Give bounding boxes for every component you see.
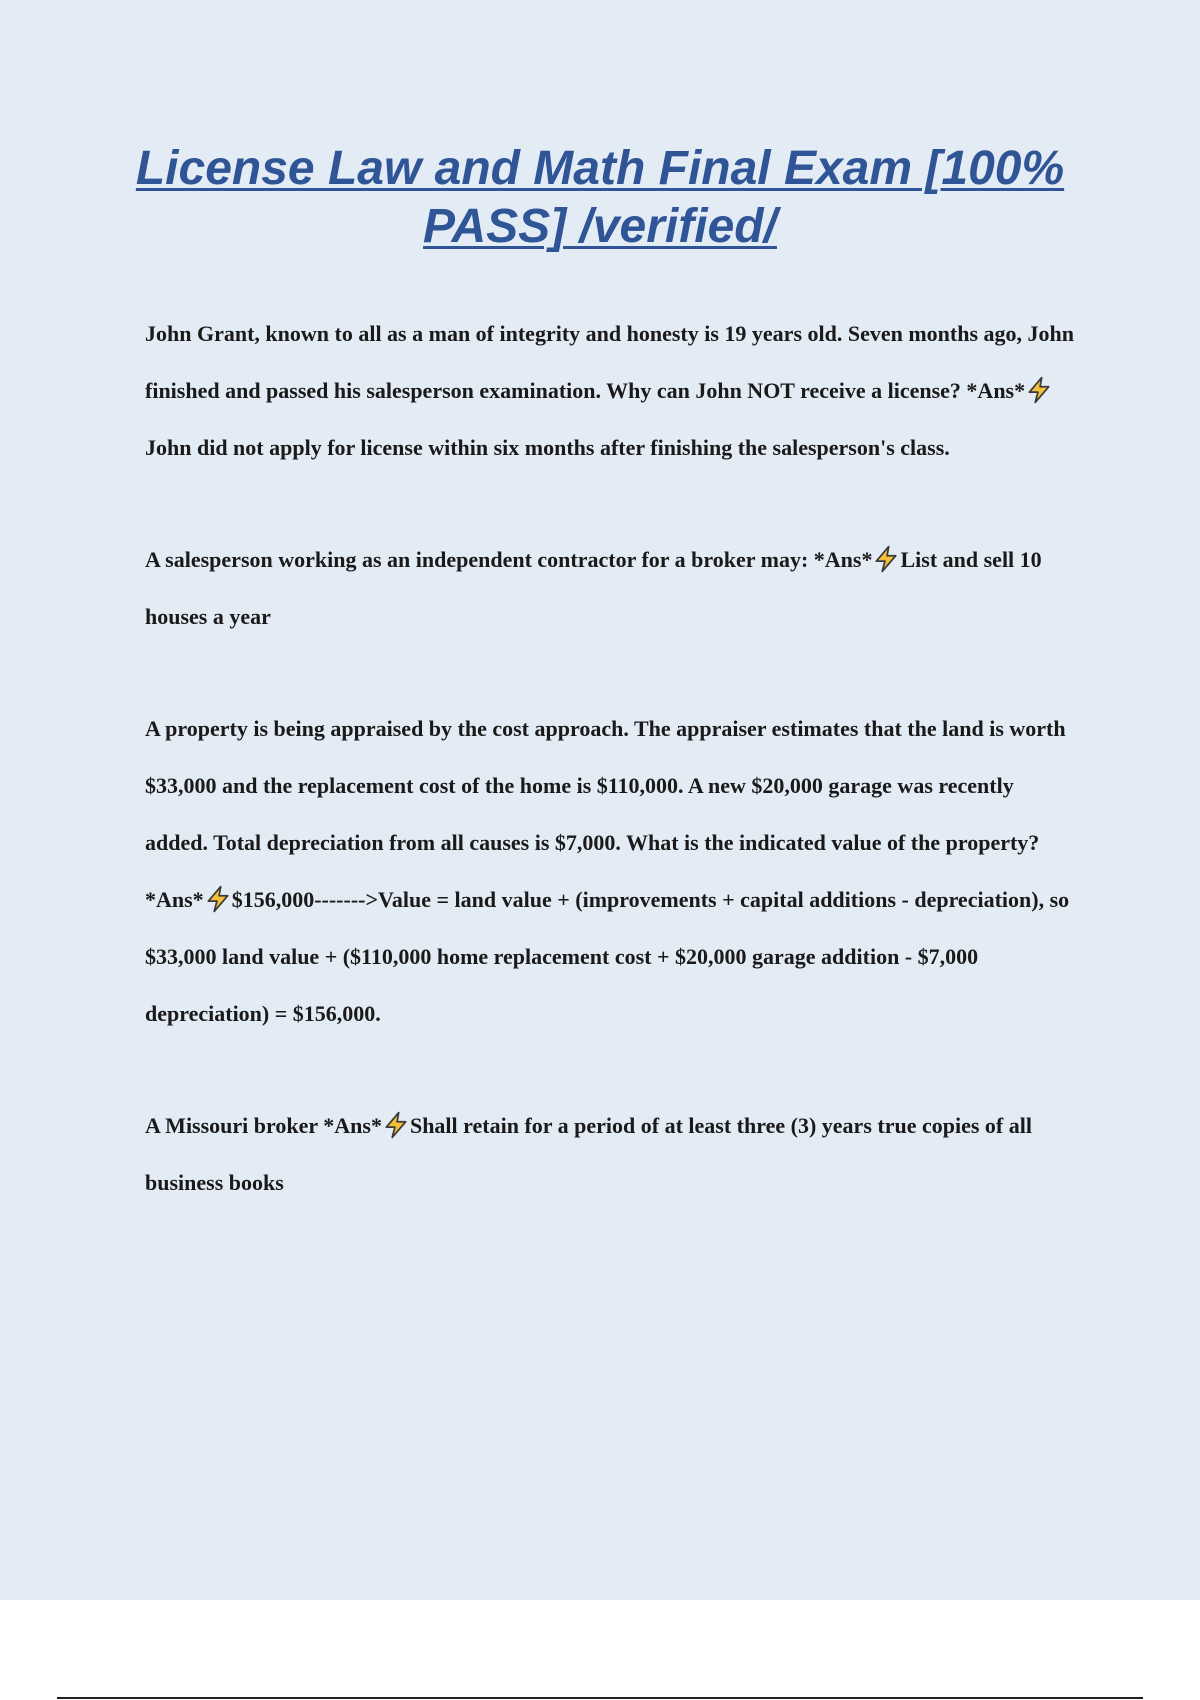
question-text: A Missouri broker *Ans*	[145, 1113, 382, 1138]
lightning-bolt-icon	[205, 885, 231, 913]
qa-item	[145, 531, 1075, 645]
lightning-bolt-icon	[383, 1111, 409, 1139]
lightning-bolt-icon	[873, 545, 899, 573]
question-text: A property is being appraised by the cost approach. The appraiser estimates that the land is worth $33,000 and the replacement cost of the home is $110,000. A new $20,000 garage was recently added. Total depreciation from all causes is $7,000. What is the indicated value of the property? *Ans*	[145, 716, 1066, 912]
question-text: A salesperson working as an independent contractor for a broker may: *Ans*	[145, 547, 873, 572]
qa-item	[145, 1097, 1075, 1211]
question-text: John Grant, known to all as a man of integrity and honesty is 19 years old. Seven months ago, John finished and passed his salesperson examination. Why can John NOT receive a license? *Ans*	[145, 321, 1075, 403]
answer-text: List and sell 10 houses a year	[145, 547, 1042, 629]
qa-list	[145, 305, 1075, 1266]
footer-divider	[57, 1697, 1143, 1699]
answer-text: Shall retain for a period of at least three (3) years true copies of all business books	[145, 1113, 1032, 1195]
document-title: License Law and Math Final Exam [100% PASS] /verified/	[135, 142, 1065, 253]
qa-item	[145, 700, 1075, 1042]
lightning-bolt-icon	[1026, 376, 1052, 404]
answer-text: John did not apply for license within six months after finishing the salesperson's class.	[145, 435, 950, 460]
answer-text: $156,000------->Value = land value + (improvements + capital additions - depreciation), so $33,000 land value + ($110,000 home replacement cost + $20,000 garage addition - $7,000 depreciation) = $156,000.	[145, 887, 1070, 1026]
qa-item	[145, 305, 1075, 476]
